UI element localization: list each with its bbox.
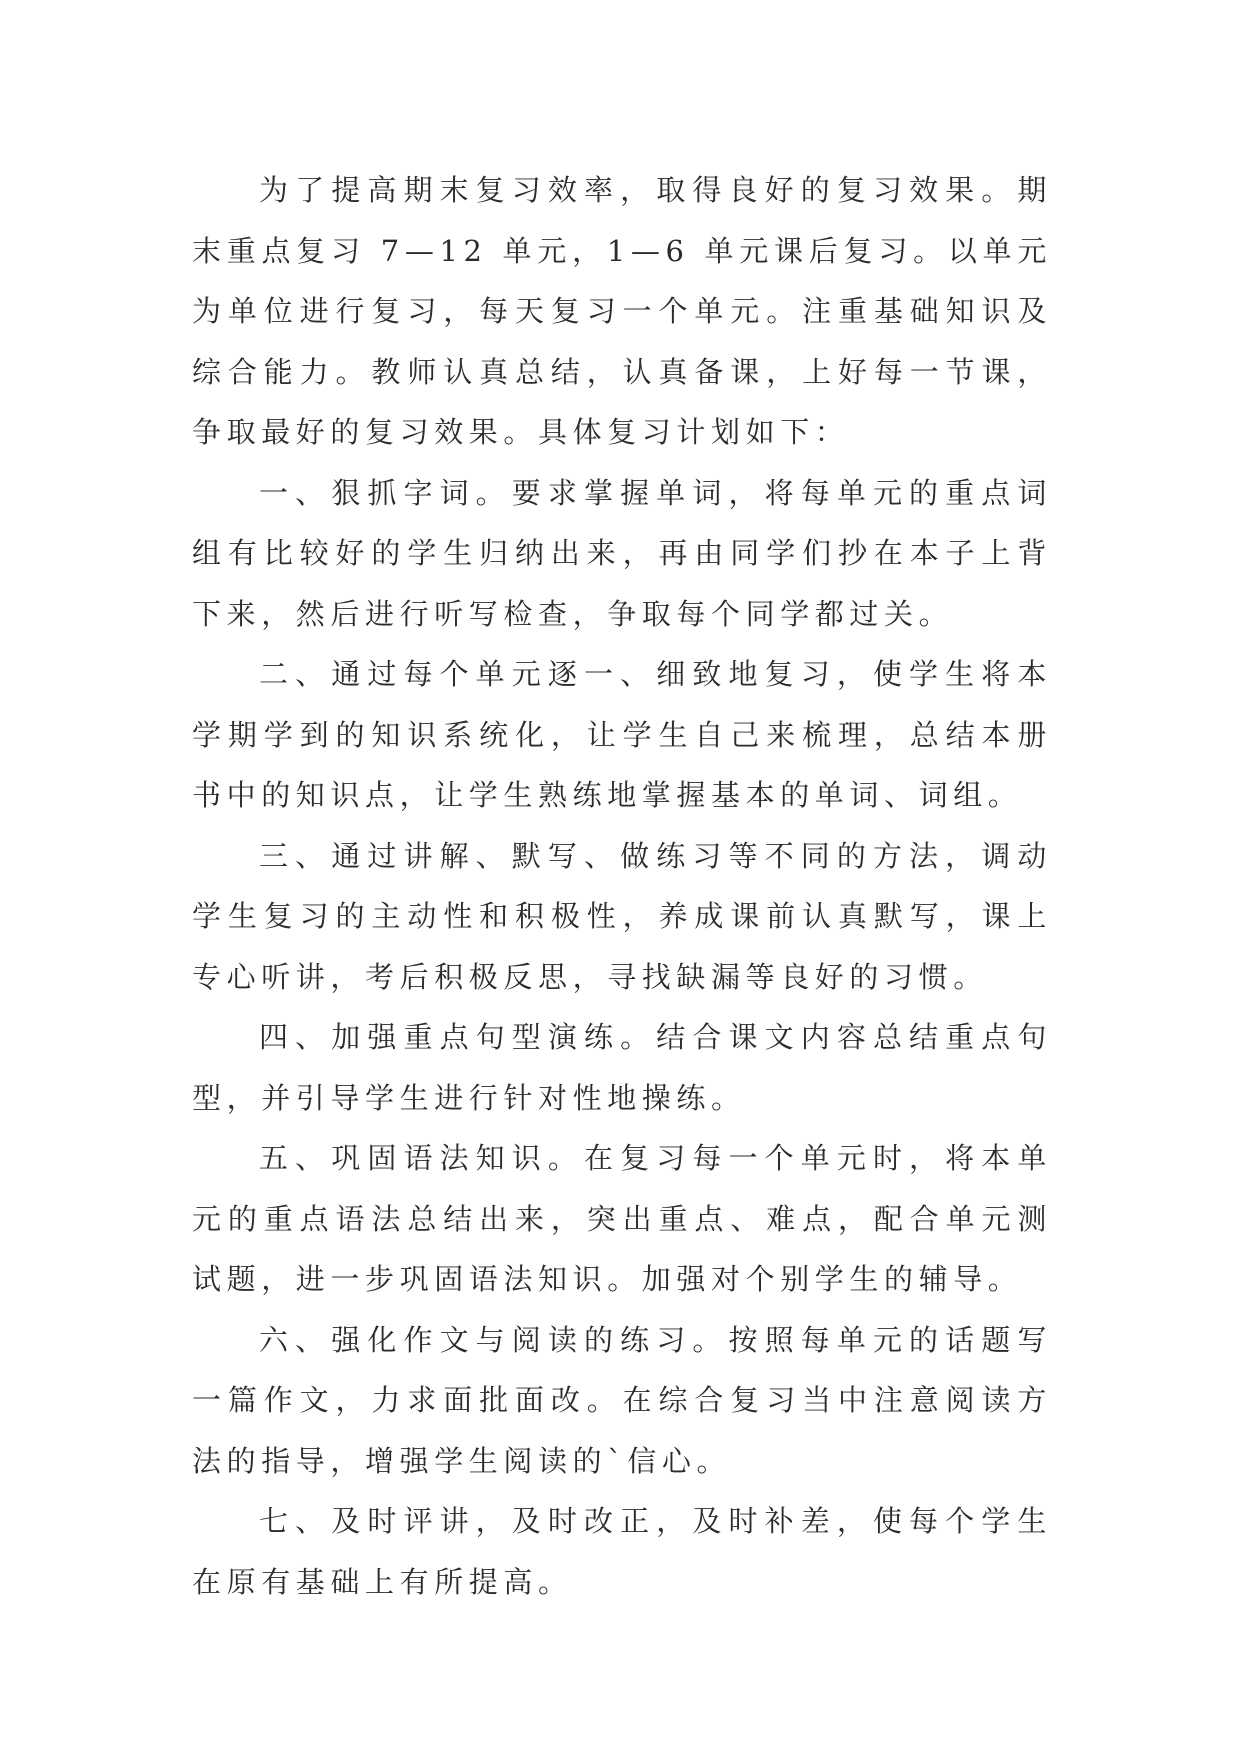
plan-item-3: 三、通过讲解、默写、做练习等不同的方法，调动学生复习的主动性和积极性，养成课前认真默写，课上专心听讲，考后积极反思，寻找缺漏等良好的习惯。 — [192, 838, 1052, 994]
plan-item-6: 六、强化作文与阅读的练习。按照每单元的话题写一篇作文，力求面批面改。在综合复习当中注意阅读方法的指导，增强学生阅读的`信心。 — [192, 1322, 1052, 1478]
plan-item-1: 一、狠抓字词。要求掌握单词，将每单元的重点词组有比较好的学生归纳出来，再由同学们抄在本子上背下来，然后进行听写检查，争取每个同学都过关。 — [192, 475, 1052, 631]
intro-paragraph: 为了提高期末复习效率，取得良好的复习效果。期末重点复习 7—12 单元，1—6 单元课后复习。以单元为单位进行复习，每天复习一个单元。注重基础知识及综合能力。教师认真总结，认真备课，上好每一节课，争取最好的复习效果。具体复习计划如下： — [192, 173, 1052, 449]
document-body — [192, 160, 1052, 1612]
plan-item-7: 七、及时评讲，及时改正，及时补差，使每个学生在原有基础上有所提高。 — [192, 1504, 1052, 1599]
plan-item-2: 二、通过每个单元逐一、细致地复习，使学生将本学期学到的知识系统化，让学生自己来梳理，总结本册书中的知识点，让学生熟练地掌握基本的单词、词组。 — [192, 657, 1052, 812]
plan-item-4: 四、加强重点句型演练。结合课文内容总结重点句型，并引导学生进行针对性地操练。 — [192, 1020, 1052, 1115]
plan-item-5: 五、巩固语法知识。在复习每一个单元时，将本单元的重点语法总结出来，突出重点、难点，配合单元测试题，进一步巩固语法知识。加强对个别学生的辅导。 — [192, 1141, 1052, 1296]
